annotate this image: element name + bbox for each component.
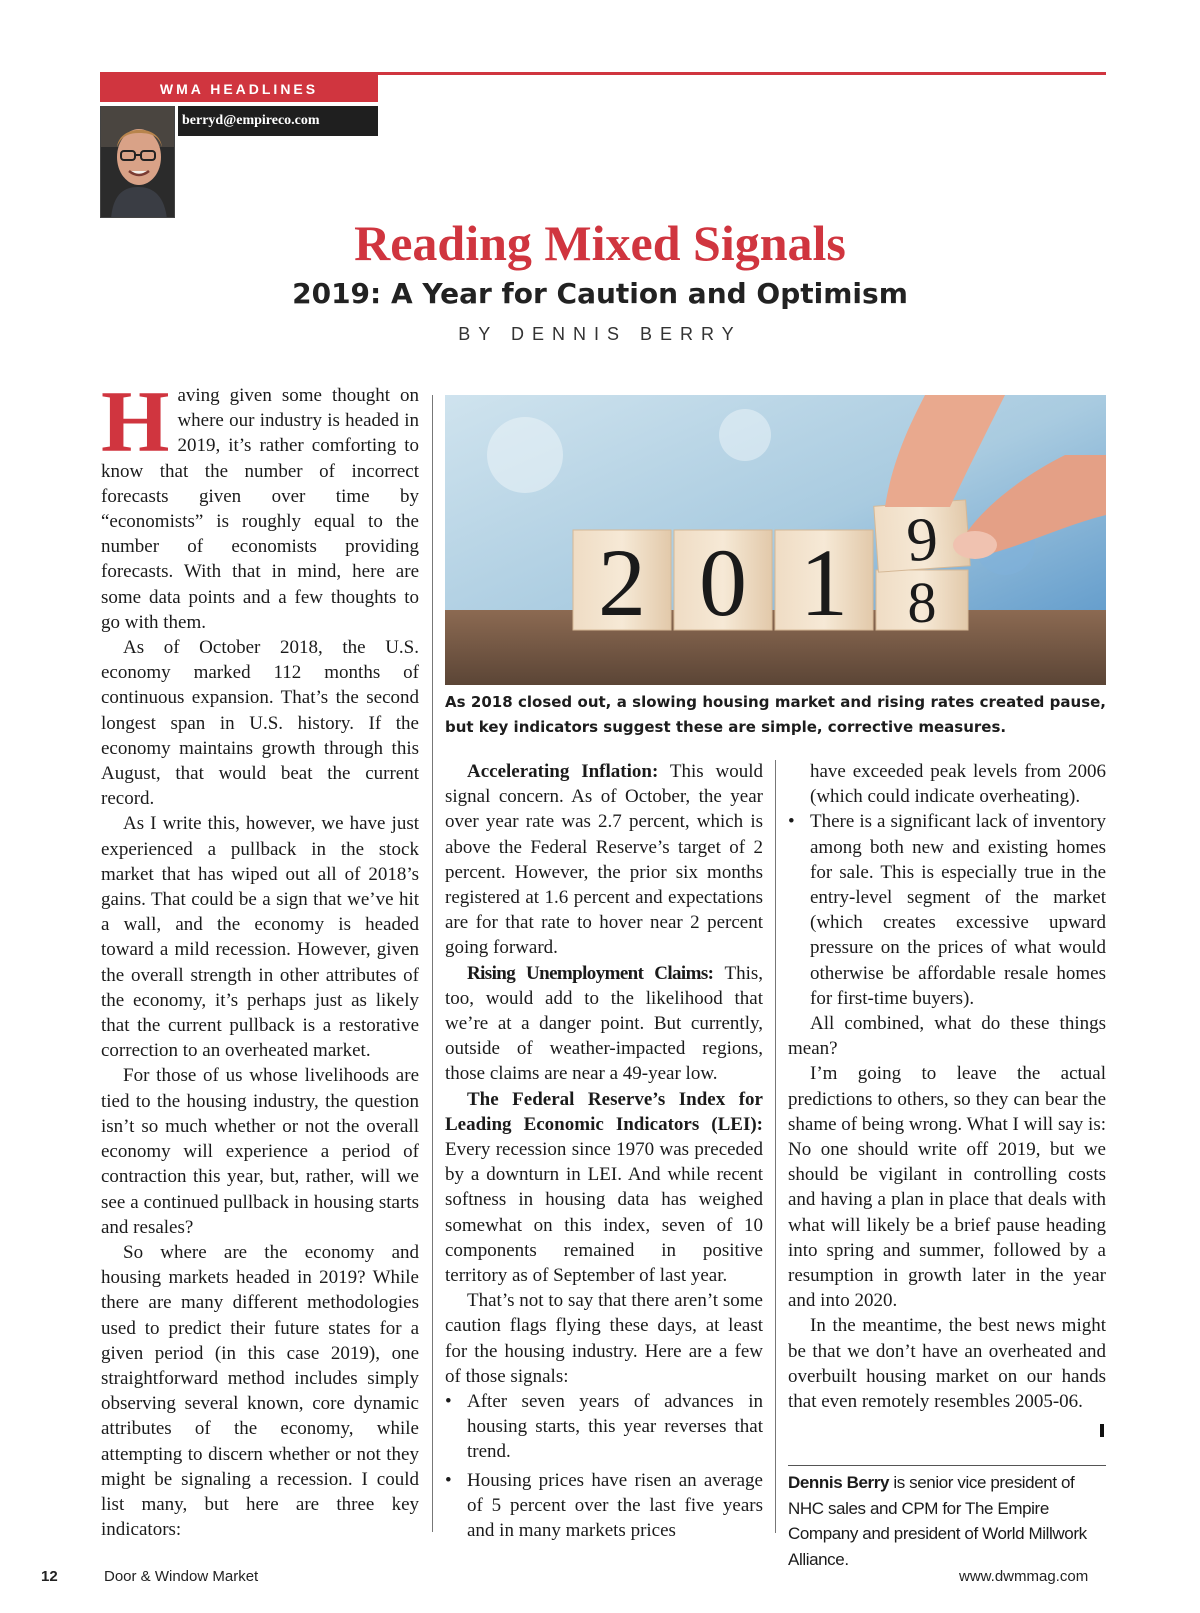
drop-cap: H (101, 374, 170, 471)
paragraph (445, 961, 763, 1087)
list-item-text: There is a significant lack of inventory among both new and existing homes for sale. This is especially true in the entry-level segment of the market (which creates excessive upward pressure on the prices of what would otherwise be affordable resale homes for first-time buyers). (810, 811, 1106, 1009)
byline: BY DENNIS BERRY (458, 324, 742, 344)
paragraph: That’s not to say that there aren’t some caution flags flying these days, at least for the housing industry. Here are a few of those signals: (445, 1290, 763, 1387)
author-bio-text: is senior vice president of NHC sales and CPM for The Empire Company and president of World Millwork Alliance. (788, 1473, 1087, 1569)
hero-image (445, 395, 1106, 685)
section-tag: WMA HEADLINES (100, 75, 378, 102)
list-item-text: Housing prices have risen an average of 5 percent over the last five years and in many markets prices (467, 1469, 763, 1542)
column-3 (788, 759, 1106, 1414)
block-digit: 9 (904, 504, 941, 575)
block-digit: 0 (699, 529, 747, 636)
column-divider (775, 760, 776, 1533)
list-item-continued: have exceeded peak levels from 2006 (which could indicate overheating). (810, 761, 1106, 808)
paragraph-lead: Rising Unemployment Claims: (467, 962, 714, 984)
paragraph (445, 759, 763, 961)
paragraph (445, 1087, 763, 1289)
list-item-text: After seven years of advances in housing starts, this year reverses that trend. (467, 1391, 763, 1463)
list-item (445, 1389, 763, 1465)
list-item (788, 809, 1106, 1011)
publication-name: Door & Window Market (104, 1568, 259, 1585)
article-title: Reading Mixed Signals (354, 215, 846, 271)
block-digit: 1 (800, 529, 848, 636)
list-item (445, 1468, 763, 1544)
paragraph: I’m going to leave the actual predictions to others, so they can bear the shame of being wrong. What I will say is: No one should write off 2019, but we should be vigilant in controlling costs and having a plan in place that deals with what will likely be a brief pause heading into spring and summer, followed by a resumption in growth later in the year and into 2020. (788, 1063, 1106, 1312)
paragraph: As of October 2018, the U.S. economy marked 112 months of continuous expansion. That’s the second longest span in U.S. history. If the economy maintains growth through this August, that would beat the current record. (101, 637, 419, 810)
paragraph: As I write this, however, we have just experienced a pullback in the stock market that has wiped out all of 2018’s gains. That could be a sign that we’ve hit a wall, and the economy is headed toward a mild recession. However, given the overall strength in other attributes of the economy, it’s perhaps just as likely that the current pullback is a restorative correction to an overheated market. (101, 813, 419, 1062)
paragraph: For those of us whose livelihoods are tied to the housing industry, the question isn’t so much whether or not the overall economy will experience a period of contraction this year, but, rather, will we see a continued pullback in housing starts and resales? (101, 1065, 419, 1238)
article-subtitle: 2019: A Year for Caution and Optimism (292, 277, 908, 310)
paragraph-text: Every recession since 1970 was preceded by a downturn in LEI. And while recent softness in housing data has weighed somewhat on this index, seven of 10 components remained in positive territory as of September of last year. (445, 1139, 763, 1287)
block-digit: 8 (907, 570, 937, 635)
paragraph-text: This would signal concern. As of October, the year over year rate was 2.7 percent, which is above the Federal Reserve’s target of 2 percent. However, the prior six months registered at 1.6 percent and expectations are for that rate to hover near 2 percent going forward. (445, 761, 764, 959)
column-divider (432, 395, 433, 1532)
author-bio (788, 1470, 1106, 1572)
caution-list (445, 1389, 763, 1543)
end-of-article-mark (1100, 1424, 1104, 1437)
column-1 (101, 374, 419, 1542)
author-email[interactable]: berryd@empireco.com (178, 106, 378, 136)
caution-list-continued (788, 809, 1106, 1011)
page-number: 12 (41, 1568, 58, 1585)
image-caption: As 2018 closed out, a slowing housing market and rising rates created pause, but key indicators suggest these are simple, corrective measures. (445, 693, 1106, 736)
author-name: Dennis Berry (788, 1473, 890, 1492)
paragraph-text: This, too, would add to the likelihood that we’re at a danger point. But currently, outside of weather-impacted regions, those claims are near a 49-year low. (445, 962, 763, 1085)
paragraph-lead: The Federal Reserve’s Index for Leading Economic Indicators (LEI): (445, 1088, 763, 1135)
bullet-glyph: • (788, 811, 795, 833)
author-photo (100, 106, 175, 218)
paragraph: All combined, what do these things mean? (788, 1013, 1106, 1060)
bullet-glyph: • (445, 1391, 452, 1413)
paragraph: So where are the economy and housing markets headed in 2019? While there are many different methodologies used to predict their future states for a given period (in this case 2019), one straightforward method includes simply observing several known, core dynamic attributes of the economy, while attempting to discern whether or not they might be signaling a recession. I could list many, but here are three key indicators: (101, 1241, 419, 1541)
paragraph-text: aving given some thought on where our industry is headed in 2019, it’s rather comforting to know that the number of incorrect forecasts given over time by “economists” is roughly equal to the number of economists providing forecasts. With that in mind, here are some data points and a few thoughts to go with them. (101, 385, 419, 633)
paragraph (101, 374, 419, 635)
bullet-glyph: • (445, 1469, 452, 1491)
paragraph: In the meantime, the best news might be that we don’t have an overheated and overbuilt housing market on our hands that even remotely resembles 2005-06. (788, 1315, 1106, 1413)
block-digit: 2 (598, 529, 646, 636)
website-link[interactable]: www.dwmmag.com (959, 1568, 1089, 1585)
paragraph-lead: Accelerating Inflation: (467, 761, 659, 782)
column-2 (445, 759, 763, 1543)
bio-divider (788, 1465, 1106, 1466)
